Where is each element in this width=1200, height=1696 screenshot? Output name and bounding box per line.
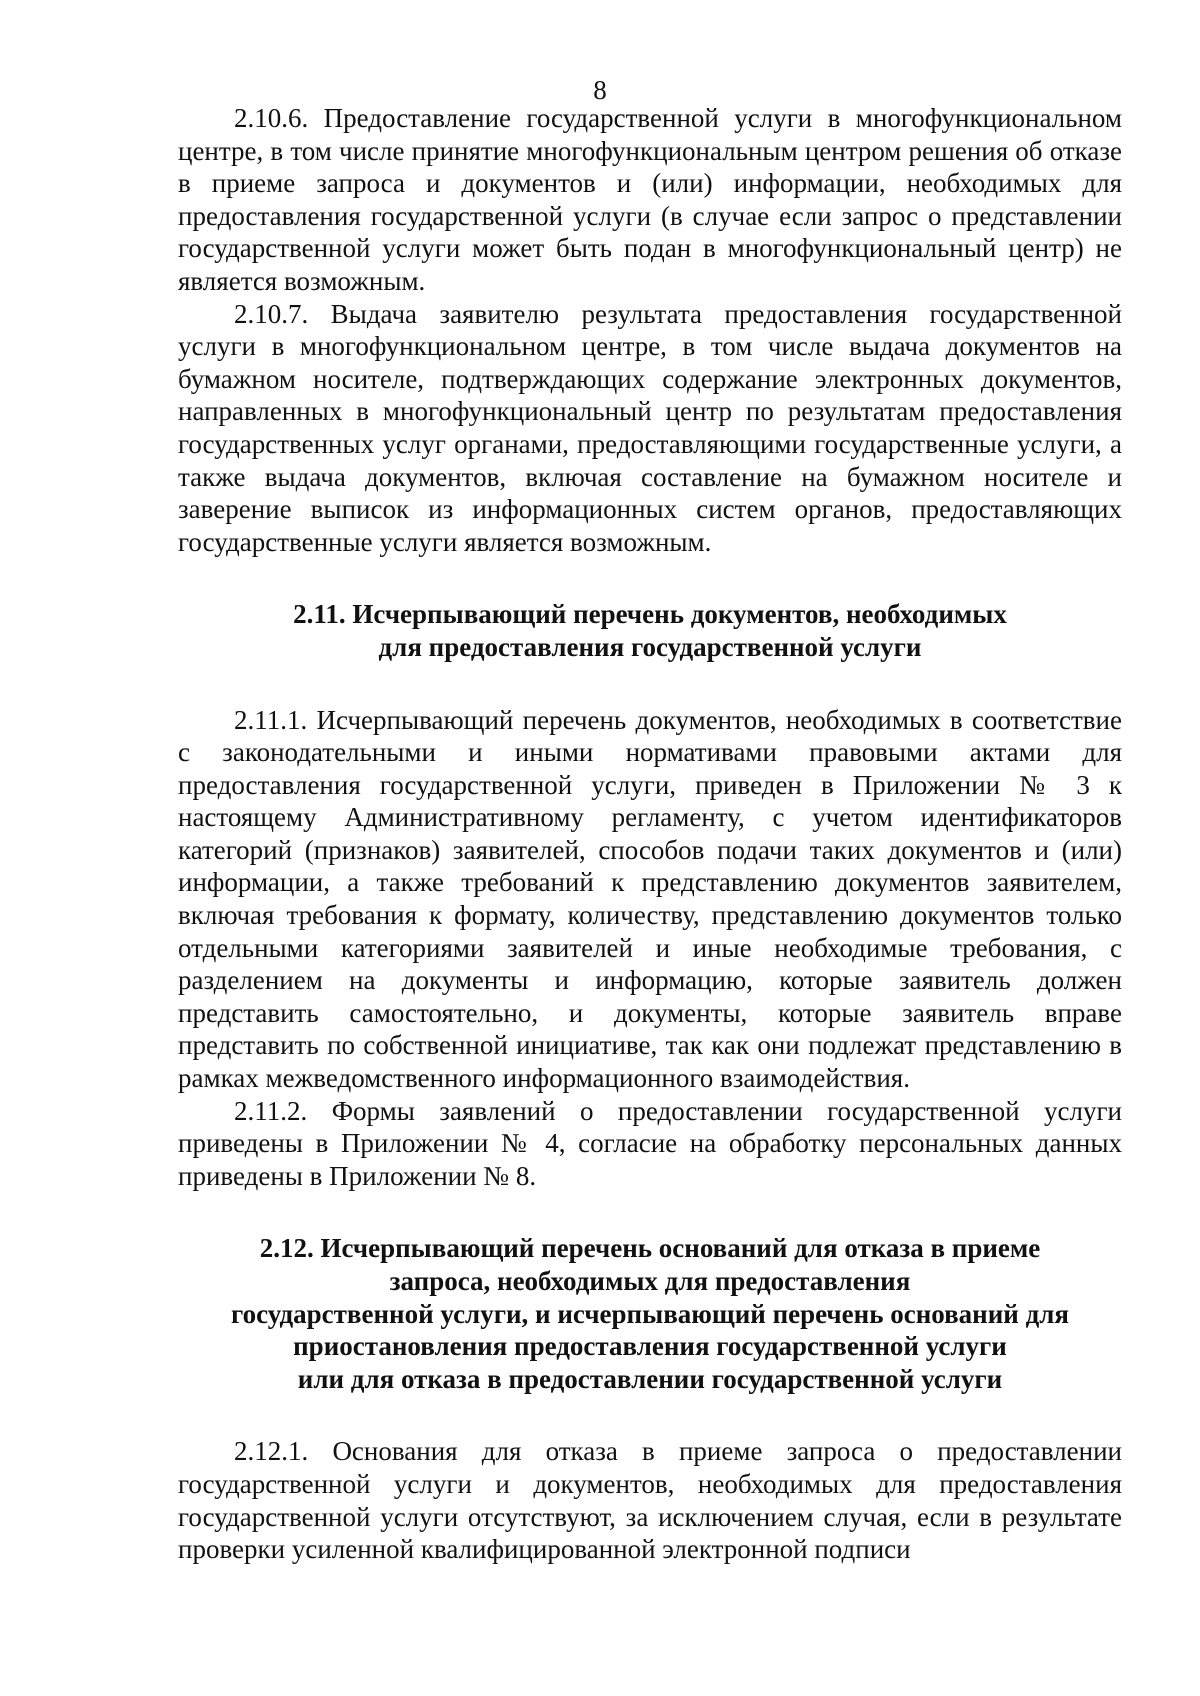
section-heading-2-12 <box>178 1232 1122 1395</box>
heading-line: запроса, необходимых для предоставления <box>389 1266 911 1296</box>
heading-line: или для отказа в предоставлении государственной услуги <box>297 1363 1003 1394</box>
paragraph-2-11-1: 2.11.1. Исчерпывающий перечень документов, необходимых в соответствие с законодательными и иными нормативами правовыми актами для предоставления государственной услуги, приведен в Приложении № 3 к настоящему Административному регламенту, с учетом идентификаторов категорий (признаков) заявителей, способов подачи таких документов и (или) информации, а также требований к представлению документов заявителем, включая требования к формату, количеству, представлению документов только отдельными категориями заявителей и иные необходимые требования, с разделением на документы и информацию, которые заявитель должен представить самостоятельно, и документы, которые заявитель вправе представить по собственной инициативе, так как они подлежат представлению в рамках межведомственного информационного взаимодействия. <box>178 704 1122 1094</box>
paragraph-2-11-2: 2.11.2. Формы заявлений о предоставлении государственной услуги приведены в Приложении № 4, согласие на обработку персональных данных приведены в Приложении № 8. <box>178 1095 1122 1191</box>
paragraph-2-10-6: 2.10.6. Предоставление государственной услуги в многофункциональном центре, в том числе принятие многофункциональным центром решения об отказе в приеме запроса и документов и (или) информации, необходимых для предоставления государственной услуги (в случае если запрос о представлении государственной услуги может быть подан в многофункциональный центр) не является возможным. <box>178 103 1122 296</box>
paragraph-2-12-1: 2.12.1. Основания для отказа в приеме запроса о предоставлении государственной услуги и документов, необходимых для предоставления государственной услуги отсутствуют, за исключением случая, если в результате проверки усиленной квалифицированной электронной подписи <box>178 1436 1122 1565</box>
heading-line: государственной услуги, и исчерпывающий перечень оснований для <box>230 1298 1070 1329</box>
section-heading-2-11 <box>178 598 1122 663</box>
heading-line: приостановления предоставления государственной услуги <box>293 1331 1007 1362</box>
page-number: 8 <box>593 75 607 105</box>
paragraph-2-10-7: 2.10.7. Выдача заявителю результата предоставления государственной услуги в многофункциональном центре, в том числе выдача документов на бумажном носителе, подтверждающих содержание электронных документов, направленных в многофункциональный центр по результатам предоставления государственных услуг органами, предоставляющими государственные услуги, а также выдача документов, включая составление на бумажном носителе и заверение выписок из информационных систем органов, предоставляющих государственные услуги является возможным. <box>178 298 1122 557</box>
heading-line: 2.12. Исчерпывающий перечень оснований для отказа в приеме <box>259 1233 1041 1264</box>
document-body <box>178 102 1122 1566</box>
heading-line: 2.11. Исчерпывающий перечень документов, необходимых <box>293 599 1007 630</box>
heading-line: для предоставления государственной услуги <box>378 631 922 662</box>
